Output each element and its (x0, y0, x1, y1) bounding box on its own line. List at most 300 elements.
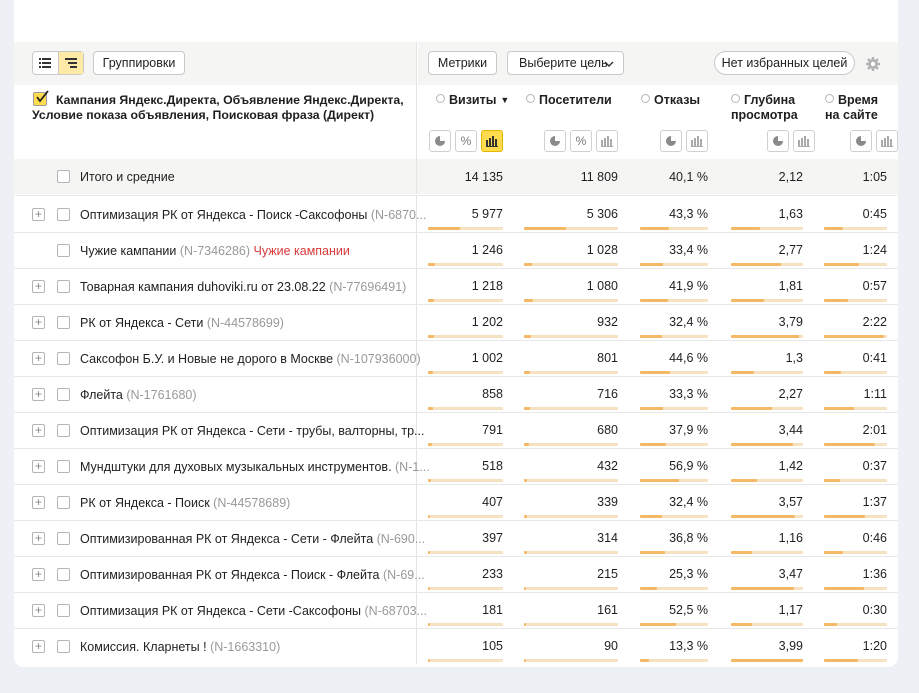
cell-visitors: 432 (597, 459, 618, 473)
cell-visits: 791 (482, 423, 503, 437)
campaign-id: (N-107936000) (333, 352, 421, 366)
time-pie-mode-button[interactable] (850, 130, 872, 152)
share-bar-fill (731, 335, 799, 338)
row-checkbox[interactable] (57, 640, 70, 653)
cell-visits: 1 002 (471, 351, 503, 365)
share-bar-visitors (524, 659, 618, 662)
goal-select[interactable] (507, 51, 624, 75)
share-bar-visitors (524, 227, 618, 230)
cell-bounce: 52,5 % (669, 603, 708, 617)
share-bar-fill (824, 551, 843, 554)
share-bar-fill (824, 659, 858, 662)
row-checkbox[interactable] (57, 568, 70, 581)
share-bar-depth (731, 371, 803, 374)
expand-row-icon[interactable]: + (32, 604, 45, 617)
row-label-cell (14, 485, 417, 520)
cell-visits: 397 (482, 531, 503, 545)
cell-time: 2:22 (862, 315, 887, 329)
share-bar-depth (731, 479, 803, 482)
cell-bounce: 32,4 % (669, 495, 708, 509)
share-bar-fill (524, 335, 531, 338)
row-label-cell (14, 341, 421, 376)
dimensions-header (14, 85, 417, 159)
bounce-pie-mode-button[interactable] (660, 130, 682, 152)
share-bar-depth (731, 299, 803, 302)
cell-depth: 3,79 (778, 315, 803, 329)
cell-time: 1:37 (862, 495, 887, 509)
toolbar-right (418, 42, 898, 85)
expand-row-icon[interactable]: + (32, 460, 45, 473)
share-bar-visitors (524, 407, 618, 410)
cell-bounce: 33,3 % (669, 387, 708, 401)
cell-visits: 181 (482, 603, 503, 617)
share-bar-fill (428, 263, 435, 266)
row-name[interactable] (80, 352, 421, 366)
row-name[interactable] (80, 208, 427, 222)
table-row[interactable] (14, 592, 898, 628)
share-bar-visits (428, 479, 503, 482)
metrics-button[interactable]: Метрики (428, 51, 497, 75)
share-bar-time (824, 263, 887, 266)
cell-visits: 233 (482, 567, 503, 581)
row-checkbox[interactable] (57, 496, 70, 509)
cell-depth: 3,99 (778, 639, 803, 653)
row-checkbox[interactable] (57, 388, 70, 401)
top-area (14, 0, 898, 42)
share-bar-fill (524, 587, 526, 590)
visits-percent-mode-button[interactable] (455, 130, 477, 152)
share-bar-visitors (524, 587, 618, 590)
table-row[interactable] (14, 376, 898, 412)
expand-row-icon[interactable]: + (32, 388, 45, 401)
total-bounce: 40,1 % (669, 170, 708, 184)
share-bar-depth (731, 515, 803, 518)
share-bar-fill (640, 227, 669, 230)
row-label-cell (14, 196, 427, 232)
cell-visits: 105 (482, 639, 503, 653)
row-checkbox[interactable] (57, 460, 70, 473)
share-bar-visits (428, 587, 503, 590)
totals-label-cell (14, 159, 417, 194)
cell-time: 0:30 (862, 603, 887, 617)
bounce-bar-mode-button[interactable] (686, 130, 708, 152)
pie-chart-icon (434, 135, 446, 147)
cell-depth: 1,42 (778, 459, 803, 473)
visits-pie-mode-button[interactable] (429, 130, 451, 152)
cell-visits: 1 202 (471, 315, 503, 329)
goal-select-label: Выберите цель (519, 56, 608, 70)
share-bar-fill (731, 551, 752, 554)
row-label-cell (14, 629, 417, 664)
campaign-name[interactable]: Мундштуки для духовых музыкальных инструментов. (80, 460, 392, 474)
share-bar-depth (731, 587, 803, 590)
share-bar-visitors (524, 515, 618, 518)
cell-visits: 1 246 (471, 243, 503, 257)
share-bar-time (824, 587, 887, 590)
share-bar-time (824, 299, 887, 302)
share-bar-fill (524, 515, 527, 518)
favorite-goals-button[interactable]: Нет избранных целей (714, 51, 855, 75)
visitors-percent-mode-button[interactable] (570, 130, 592, 152)
cell-depth: 1,3 (785, 351, 803, 365)
row-name[interactable] (80, 568, 425, 582)
row-checkbox[interactable] (57, 532, 70, 545)
cell-visitors: 161 (597, 603, 618, 617)
groupings-button[interactable]: Группировки (93, 51, 185, 75)
campaign-name[interactable]: Чужие кампании (80, 244, 177, 258)
column-visits-header[interactable] (436, 93, 509, 108)
campaign-name[interactable]: Оптимизация РК от Яндекса - Поиск -Саксофоны (80, 208, 368, 222)
share-bar-fill (824, 623, 837, 626)
table-row[interactable] (14, 484, 898, 520)
cell-visitors: 680 (597, 423, 618, 437)
share-bar-fill (640, 371, 670, 374)
campaign-id: (N-77696491) (325, 280, 407, 294)
sort-desc-icon[interactable]: ▼ (500, 95, 510, 105)
cell-visitors: 5 306 (586, 207, 618, 221)
share-bar-fill (428, 335, 434, 338)
metrics-header (418, 85, 898, 159)
row-label-cell (14, 449, 430, 484)
row-checkbox[interactable] (57, 424, 70, 437)
cell-depth: 1,16 (778, 531, 803, 545)
share-bar-visits (428, 407, 503, 410)
cell-time: 1:11 (863, 387, 887, 401)
col-depth-label-2: просмотра (731, 108, 798, 122)
cell-visitors: 716 (597, 387, 618, 401)
pie-chart-icon (772, 135, 784, 147)
radio-icon[interactable] (731, 94, 740, 103)
totals-checkbox[interactable] (57, 170, 70, 183)
share-bar-fill (824, 263, 859, 266)
expand-row-icon[interactable]: + (32, 532, 45, 545)
cell-bounce: 32,4 % (669, 315, 708, 329)
share-bar-time (824, 551, 887, 554)
radio-icon[interactable] (641, 94, 650, 103)
share-bar-fill (524, 443, 529, 446)
share-bar-bounce (640, 515, 708, 518)
share-bar-time (824, 227, 887, 230)
share-bar-fill (524, 227, 566, 230)
expand-row-icon[interactable]: + (32, 208, 45, 221)
campaign-id: (N-44578689) (209, 496, 291, 510)
bar-chart-icon (798, 136, 810, 147)
depth-pie-mode-button[interactable] (767, 130, 789, 152)
campaign-id: (N-690... (373, 532, 426, 546)
share-bar-fill (524, 551, 527, 554)
bar-chart-icon (601, 136, 613, 147)
column-depth-header[interactable] (731, 93, 798, 123)
chevron-down-icon (604, 61, 614, 67)
campaign-name[interactable]: Оптимизация РК от Яндекса - Сети -Саксофоны (80, 604, 362, 618)
campaign-id: (N-7346286) (176, 244, 251, 258)
row-checkbox[interactable] (57, 316, 70, 329)
share-bar-bounce (640, 443, 708, 446)
share-bar-fill (640, 335, 662, 338)
cell-time: 0:45 (862, 207, 887, 221)
row-checkbox[interactable] (57, 352, 70, 365)
row-name[interactable] (80, 388, 410, 402)
share-bar-fill (731, 443, 793, 446)
visitors-bar-mode-button[interactable] (596, 130, 618, 152)
total-depth: 2,12 (778, 170, 803, 184)
share-bar-fill (640, 551, 665, 554)
cell-depth: 3,44 (778, 423, 803, 437)
share-bar-bounce (640, 227, 708, 230)
share-bar-depth (731, 263, 803, 266)
cell-depth: 2,27 (778, 387, 803, 401)
campaign-name[interactable]: Оптимизированная РК от Яндекса - Поиск - Флейта (80, 568, 380, 582)
share-bar-fill (428, 551, 430, 554)
share-bar-visits (428, 299, 503, 302)
share-bar-visitors (524, 371, 618, 374)
campaign-name[interactable]: Комиссия. Кларнеты ! (80, 640, 207, 654)
row-label-cell (14, 521, 426, 556)
share-bar-fill (428, 227, 460, 230)
cell-visitors: 90 (604, 639, 618, 653)
col-bounce-label: Отказы (654, 93, 701, 107)
visits-bar-mode-button[interactable] (481, 130, 503, 152)
share-bar-fill (524, 479, 527, 482)
row-name[interactable] (80, 640, 410, 654)
share-bar-fill (524, 659, 526, 662)
campaign-name[interactable]: Оптимизация РК от Яндекса - Сети - трубы, валторны, тр... (80, 424, 425, 438)
share-bar-visitors (524, 623, 618, 626)
share-bar-fill (731, 587, 794, 590)
share-bar-time (824, 371, 887, 374)
campaign-id: (N-68703... (361, 604, 428, 618)
cell-depth: 1,63 (778, 207, 803, 221)
share-bar-fill (428, 479, 431, 482)
share-bar-time (824, 407, 887, 410)
share-bar-visitors (524, 443, 618, 446)
row-name[interactable] (80, 316, 410, 330)
share-bar-bounce (640, 587, 708, 590)
campaign-tag: Чужие кампании (250, 244, 350, 258)
cell-bounce: 36,8 % (669, 531, 708, 545)
total-visits: 14 135 (464, 170, 503, 184)
column-visitors-header[interactable] (526, 93, 612, 108)
cell-visits: 5 977 (471, 207, 503, 221)
time-bar-mode-button[interactable] (876, 130, 898, 152)
table-row[interactable] (14, 448, 898, 484)
share-bar-fill (428, 443, 432, 446)
row-checkbox[interactable] (57, 208, 70, 221)
share-bar-fill (524, 263, 532, 266)
share-bar-time (824, 443, 887, 446)
cell-time: 2:01 (862, 423, 887, 437)
col-visits-label: Визиты (449, 93, 497, 107)
share-bar-fill (824, 479, 840, 482)
radio-icon[interactable] (825, 94, 834, 103)
share-bar-fill (428, 587, 430, 590)
share-bar-bounce (640, 335, 708, 338)
totals-label: Итого и средние (80, 170, 175, 184)
share-bar-fill (824, 407, 854, 410)
pie-chart-icon (855, 135, 867, 147)
share-bar-fill (640, 299, 668, 302)
share-bar-fill (524, 623, 526, 626)
share-bar-visits (428, 335, 503, 338)
share-bar-fill (824, 515, 865, 518)
share-bar-fill (731, 479, 757, 482)
share-bar-time (824, 479, 887, 482)
col-depth-label: Глубина (744, 93, 796, 107)
cell-visits: 1 218 (471, 279, 503, 293)
cell-visitors: 932 (597, 315, 618, 329)
row-name[interactable] (80, 280, 410, 294)
share-bar-fill (731, 227, 760, 230)
row-name[interactable] (80, 496, 410, 510)
cell-visitors: 1 028 (586, 243, 618, 257)
share-bar-bounce (640, 263, 708, 266)
table-row[interactable] (14, 268, 898, 304)
col-time-label-2: на сайте (825, 108, 878, 122)
row-name[interactable] (80, 532, 426, 546)
share-bar-fill (824, 587, 864, 590)
share-bar-depth (731, 335, 803, 338)
cell-visitors: 1 080 (586, 279, 618, 293)
share-bar-visits (428, 263, 503, 266)
row-name[interactable] (80, 244, 410, 258)
pie-chart-icon (665, 135, 677, 147)
share-bar-bounce (640, 407, 708, 410)
share-bar-bounce (640, 551, 708, 554)
tree-view-button[interactable] (58, 52, 83, 74)
table-row[interactable] (14, 412, 898, 448)
campaign-name[interactable]: РК от Яндекса - Поиск (80, 496, 210, 510)
radio-icon[interactable] (436, 94, 445, 103)
cell-visitors: 339 (597, 495, 618, 509)
share-bar-fill (640, 263, 663, 266)
row-name[interactable] (80, 460, 430, 474)
share-bar-visitors (524, 335, 618, 338)
cell-bounce: 41,9 % (669, 279, 708, 293)
table-row[interactable] (14, 628, 898, 664)
radio-icon[interactable] (526, 94, 535, 103)
bar-chart-icon (691, 136, 703, 147)
pie-chart-icon (549, 135, 561, 147)
row-checkbox[interactable] (57, 604, 70, 617)
cell-depth: 1,17 (778, 603, 803, 617)
cell-bounce: 25,3 % (669, 567, 708, 581)
cell-time: 1:20 (862, 639, 887, 653)
row-label-cell (14, 305, 417, 340)
row-checkbox[interactable] (57, 244, 70, 257)
campaign-id: (N-1663310) (206, 640, 281, 654)
expand-row-icon[interactable]: + (32, 568, 45, 581)
share-bar-fill (428, 659, 430, 662)
table-row[interactable] (14, 195, 898, 232)
share-bar-fill (524, 371, 530, 374)
depth-bar-mode-button[interactable] (793, 130, 815, 152)
total-time: 1:05 (862, 170, 887, 184)
cell-visits: 518 (482, 459, 503, 473)
tree-icon (65, 58, 77, 68)
expand-row-icon[interactable]: + (32, 424, 45, 437)
table-row[interactable] (14, 232, 898, 268)
row-label-cell (14, 377, 417, 412)
cell-time: 1:36 (862, 567, 887, 581)
share-bar-visits (428, 443, 503, 446)
share-bar-bounce (640, 299, 708, 302)
row-name[interactable] (80, 424, 425, 438)
campaign-name[interactable]: Товарная кампания duhoviki.ru от 23.08.22 (80, 280, 326, 294)
campaign-id: (N-44578699) (203, 316, 284, 330)
share-bar-fill (640, 407, 663, 410)
table-row[interactable] (14, 304, 898, 340)
expand-row-icon[interactable]: + (32, 352, 45, 365)
cell-visits: 858 (482, 387, 503, 401)
share-bar-fill (428, 515, 430, 518)
campaign-name[interactable]: РК от Яндекса - Сети (80, 316, 204, 330)
share-bar-bounce (640, 623, 708, 626)
cell-time: 0:41 (862, 351, 887, 365)
gear-icon[interactable] (865, 56, 881, 72)
share-bar-fill (731, 371, 754, 374)
expand-row-icon[interactable]: + (32, 316, 45, 329)
table-row[interactable] (14, 520, 898, 556)
campaign-name[interactable]: Флейта (80, 388, 123, 402)
share-bar-visits (428, 659, 503, 662)
row-name[interactable] (80, 604, 428, 618)
campaign-name[interactable]: Оптимизированная РК от Яндекса - Сети - Флейта (80, 532, 374, 546)
cell-time: 0:37 (862, 459, 887, 473)
row-label-cell (14, 413, 425, 448)
col-time-label: Время (838, 93, 878, 107)
share-bar-fill (524, 407, 530, 410)
share-bar-fill (731, 659, 803, 662)
column-time-header[interactable] (825, 93, 878, 123)
table-row[interactable] (14, 556, 898, 592)
table-row[interactable] (14, 340, 898, 376)
share-bar-depth (731, 623, 803, 626)
share-bar-fill (731, 263, 781, 266)
percent-icon: % (460, 134, 472, 148)
bar-chart-icon (881, 136, 893, 147)
campaign-name[interactable]: Саксофон Б.У. и Новые не дорого в Москве (80, 352, 334, 366)
totals-row (14, 159, 898, 194)
cell-bounce: 37,9 % (669, 423, 708, 437)
visitors-pie-mode-button[interactable] (544, 130, 566, 152)
column-bounce-header[interactable] (641, 93, 700, 108)
campaign-id: (N-1... (391, 460, 430, 474)
percent-icon: % (575, 134, 587, 148)
share-bar-fill (824, 335, 884, 338)
campaign-id: (N-1761680) (122, 388, 197, 402)
cell-depth: 1,81 (778, 279, 803, 293)
expand-row-icon[interactable]: + (32, 640, 45, 653)
cell-time: 1:24 (862, 243, 887, 257)
list-view-button[interactable] (33, 52, 58, 74)
share-bar-depth (731, 443, 803, 446)
cell-depth: 3,57 (778, 495, 803, 509)
expand-row-icon[interactable]: + (32, 280, 45, 293)
bar-chart-icon (486, 136, 498, 147)
row-checkbox[interactable] (57, 280, 70, 293)
cell-visitors: 215 (597, 567, 618, 581)
share-bar-fill (428, 623, 430, 626)
share-bar-fill (428, 299, 434, 302)
cell-time: 0:57 (862, 279, 887, 293)
expand-row-icon[interactable]: + (32, 496, 45, 509)
col-visitors-label: Посетители (539, 93, 612, 107)
share-bar-fill (640, 479, 679, 482)
cell-bounce: 33,4 % (669, 243, 708, 257)
share-bar-fill (524, 299, 533, 302)
cell-bounce: 44,6 % (669, 351, 708, 365)
share-bar-fill (824, 371, 841, 374)
